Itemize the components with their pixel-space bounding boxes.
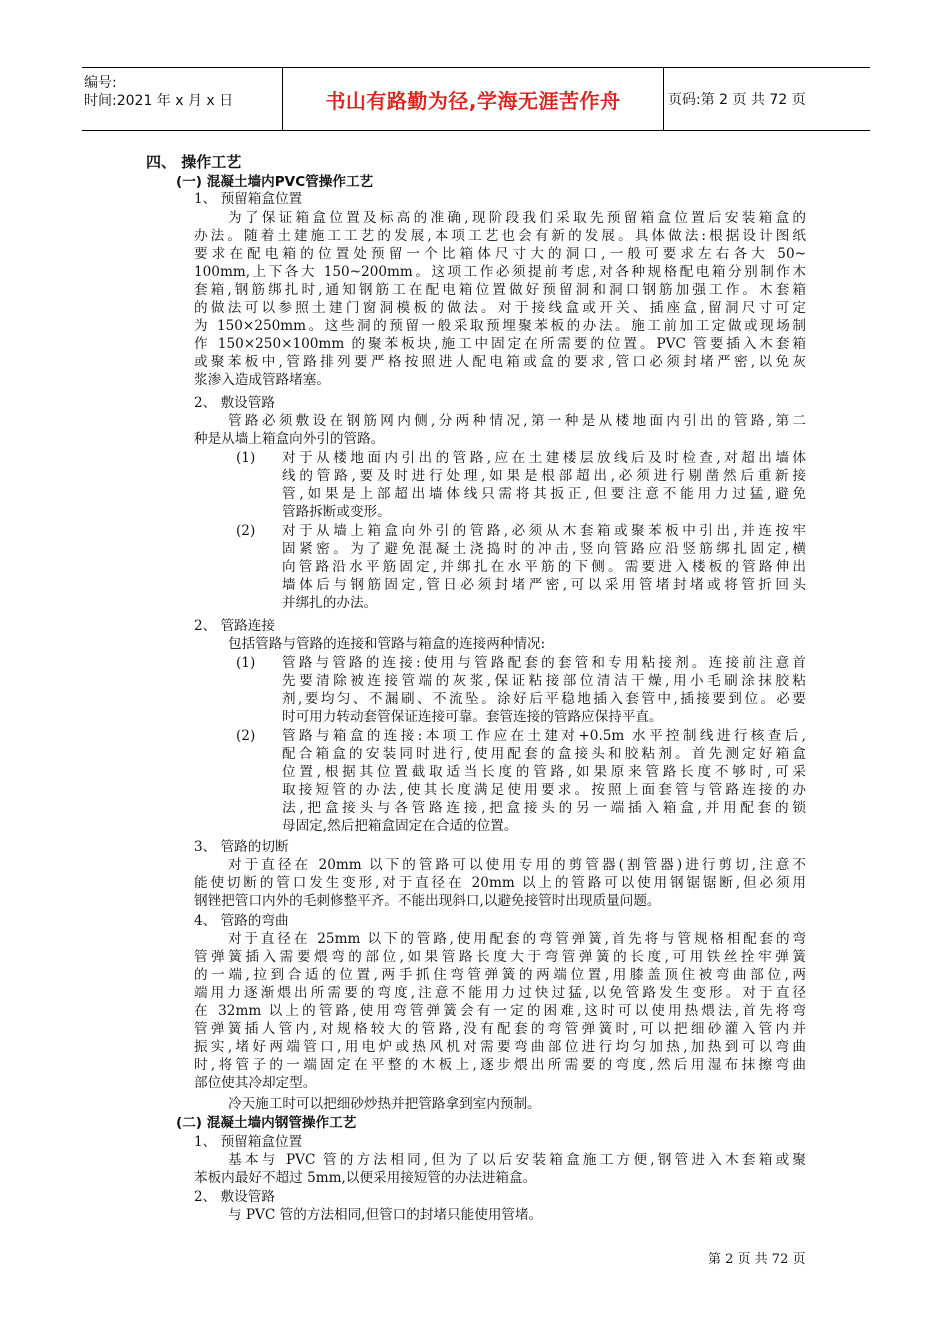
paragraph-line: 或聚苯板中,管路排列要严格按照进人配电箱或盒的要求,管口必须封堵严密,以免灰 [194, 354, 806, 370]
subsection-heading: (一) 混凝土墙内PVC管操作工艺 [176, 174, 374, 190]
list-line: 先要清除被连接管端的灰浆,保证粘接部位清洁干燥,用小毛刷涂抹胶粘 [282, 673, 806, 689]
paragraph-line: 部位使其冷却定型。 [194, 1075, 317, 1091]
list-line: 时可用力转动套管保证连接可靠。套管连接的管路应保持平直。 [282, 709, 663, 725]
item-heading: 2、 敷设管路 [194, 395, 275, 411]
motto: 书山有路勤为径,学海无涯苦作舟 [325, 88, 621, 113]
paragraph-line: 为 150×250mm。这些洞的预留一般采取预埋聚苯板的办法。施工前加工定做或现场制 [194, 318, 806, 334]
subsection-heading: (二) 混凝土墙内钢管操作工艺 [176, 1115, 357, 1131]
paragraph-line: 为了保证箱盒位置及标高的准确,现阶段我们采取先预留箱盒位置后安装箱盒的 [228, 210, 806, 226]
paragraph-line: 套箱,钢筋绑扎时,通知钢筋工在配电箱位置做好预留洞和洞口钢筋加强工作。木套箱 [194, 282, 806, 298]
paragraph-line: 作 150×250×100mm 的聚苯板块,施工中固定在所需要的位置。PVC 管要插入木套箱 [194, 336, 806, 352]
header-page-cell [664, 68, 874, 130]
paragraph-line: 管弹簧插入需要煨弯的部位,如果管路长度大于弯管弹簧的长度,可用铁丝拴牢弹簧 [194, 949, 806, 965]
list-line: 墙体后与钢筋固定,管日必须封堵严密,可以采用管堵封堵或将管折回头 [282, 577, 806, 593]
list-line: 并绑扎的办法。 [282, 595, 378, 611]
list-line: 位置,根据其位置截取适当长度的管路,如果原来管路长度不够时,可采 [282, 764, 806, 780]
list-line: 管,如果是上部超出墙体线只需将其扳正,但要注意不能用力过猛,避免 [282, 486, 806, 502]
list-line: 配合箱盒的安装同时进行,使用配套的盒接头和胶粘剂。首先测定好箱盒 [282, 746, 806, 762]
list-line: 剂,要均匀、不漏刷、不流坠。涂好后平稳地插入套管中,插接要到位。必要 [282, 691, 806, 707]
number-label: 编号: [84, 75, 117, 91]
item-heading: 2、 敷设管路 [194, 1189, 275, 1205]
list-marker: (1) [236, 655, 256, 671]
paragraph-line: 要求在配电箱的位置处预留一个比箱体尺寸大的洞口,一般可要求左右各大 50~ [194, 246, 806, 262]
item-heading: 1、 预留箱盒位置 [194, 191, 303, 207]
list-line: 管路与箱盒的连接:本项工作应在土建对+0.5m 水平控制线进行核查后, [282, 728, 806, 744]
paragraph-line: 100mm,上下各大 150~200mm。这项工作必须提前考虑,对各种规格配电箱分别制作木 [194, 264, 806, 280]
list-marker: (1) [236, 450, 256, 466]
paragraph-line: 在 32mm 以上的管路,使用弯管弹簧会有一定的困难,这时可以使用热煨法,首先将弯 [194, 1003, 806, 1019]
list-line: 对于从楼地面内引出的管路,应在土建楼层放线后及时检查,对超出墙体 [282, 450, 806, 466]
list-line: 固紧密。为了避免混凝土浇捣时的冲击,竖向管路应沿竖筋绑扎固定,横 [282, 541, 806, 557]
list-line: 对于从墙上箱盒向外引的管路,必须从木套箱或聚苯板中引出,并连按牢 [282, 523, 806, 539]
header-motto-cell [283, 68, 664, 130]
list-marker: (2) [236, 523, 256, 539]
paragraph-line: 办法。随着土建施工工艺的发展,本项工艺也会有新的发展。具体做法:根据设计图纸 [194, 228, 806, 244]
list-line: 法,把盒接头与各管路连接,把盒接头的另一端插入箱盒,并用配套的锁 [282, 800, 806, 816]
paragraph-line: 浆渗入造成管路堵塞。 [194, 372, 330, 388]
list-line: 线的管路,要及时进行处理,如果是根部超出,必须进行剔凿然后重新接 [282, 468, 806, 484]
list-line: 管路与管路的连接:使用与管路配套的套管和专用粘接剂。连接前注意首 [282, 655, 806, 671]
paragraph-line: 端用力逐渐煨出所需要的弯度,注意不能用力过快过猛,以免管路发生变形。对于直径 [194, 985, 806, 1001]
list-line: 管路拆断或变形。 [282, 504, 391, 520]
paragraph-line: 能使切断的管口发生变形,对于直径在 20mm 以上的管路可以使用钢锯锯断,但必须用 [194, 875, 806, 891]
page-header [82, 67, 870, 131]
section-heading: 四、 操作工艺 [146, 153, 242, 171]
paragraph-line: 基本与 PVC 管的方法相同,但为了以后安装箱盒施工方便,钢管进入木套箱或聚 [228, 1152, 806, 1168]
paragraph-line: 对于直径在 25mm 以下的管路,使用配套的弯管弹簧,首先将与管规格相配套的弯 [228, 931, 806, 947]
paragraph-line: 的做法可以参照土建门窗洞模板的做法。对于接线盒或开关、插座盒,留洞尺寸可定 [194, 300, 806, 316]
paragraph-line: 钢锉把管口内外的毛刺修整平齐。不能出现斜口,以避免接管时出现质量问题。 [194, 893, 661, 909]
paragraph-line: 种是从墙上箱盒向外引的管路。 [194, 431, 385, 447]
page-footer: 第 2 页 共 72 页 [708, 1252, 806, 1267]
paragraph-line: 与 PVC 管的方法相同,但管口的封堵只能使用管堵。 [228, 1207, 543, 1223]
paragraph-line: 的一端,拉到合适的位置,两手抓住弯管弹簧的两端位置,用膝盖顶住被弯曲部位,两 [194, 967, 806, 983]
list-line: 向管路沿水平筋固定,并绑扎在水平筋的下侧。需要进入楼板的管路伸出 [282, 559, 806, 575]
paragraph-line: 振实,堵好两端管口,用电炉或热风机对需要弯曲部位进行均匀加热,加热到可以弯曲 [194, 1039, 806, 1055]
list-line: 取接短管的办法,使其长度满足使用要求。按照上面套管与管路连接的办 [282, 782, 806, 798]
page-label: 页码:第 2 页 共 72 页 [668, 92, 806, 108]
time-label: 时间:2021 年 x 月 x 日 [84, 93, 234, 109]
paragraph-line: 冷天施工时可以把细砂炒热并把管路拿到室内预制。 [228, 1096, 541, 1112]
list-marker: (2) [236, 728, 256, 744]
paragraph-line: 管弹簧插人管内,对规格较大的管路,没有配套的弯管弹簧时,可以把细砂灌入管内并 [194, 1021, 806, 1037]
paragraph-line: 管路必须敷设在钢筋网内侧,分两种情况,第一种是从楼地面内引出的管路,第二 [228, 413, 806, 429]
item-heading: 3、 管路的切断 [194, 839, 289, 855]
paragraph-line: 包括管路与管路的连接和管路与箱盒的连接两种情况: [228, 636, 546, 652]
header-meta [82, 68, 283, 130]
list-line: 母固定,然后把箱盒固定在合适的位置。 [282, 818, 518, 834]
item-heading: 2、 管路连接 [194, 618, 275, 634]
paragraph-line: 对于直径在 20mm 以下的管路可以使用专用的剪管器(割管器)进行剪切,注意不 [228, 857, 806, 873]
item-heading: 4、 管路的弯曲 [194, 913, 289, 929]
paragraph-line: 时,将管子的一端固定在平整的木板上,逐步煨出所需要的弯度,然后用湿布抹擦弯曲 [194, 1057, 806, 1073]
item-heading: 1、 预留箱盒位置 [194, 1134, 303, 1150]
paragraph-line: 苯板内最好不超过 5mm,以便采用接短管的办法进箱盒。 [194, 1170, 537, 1186]
